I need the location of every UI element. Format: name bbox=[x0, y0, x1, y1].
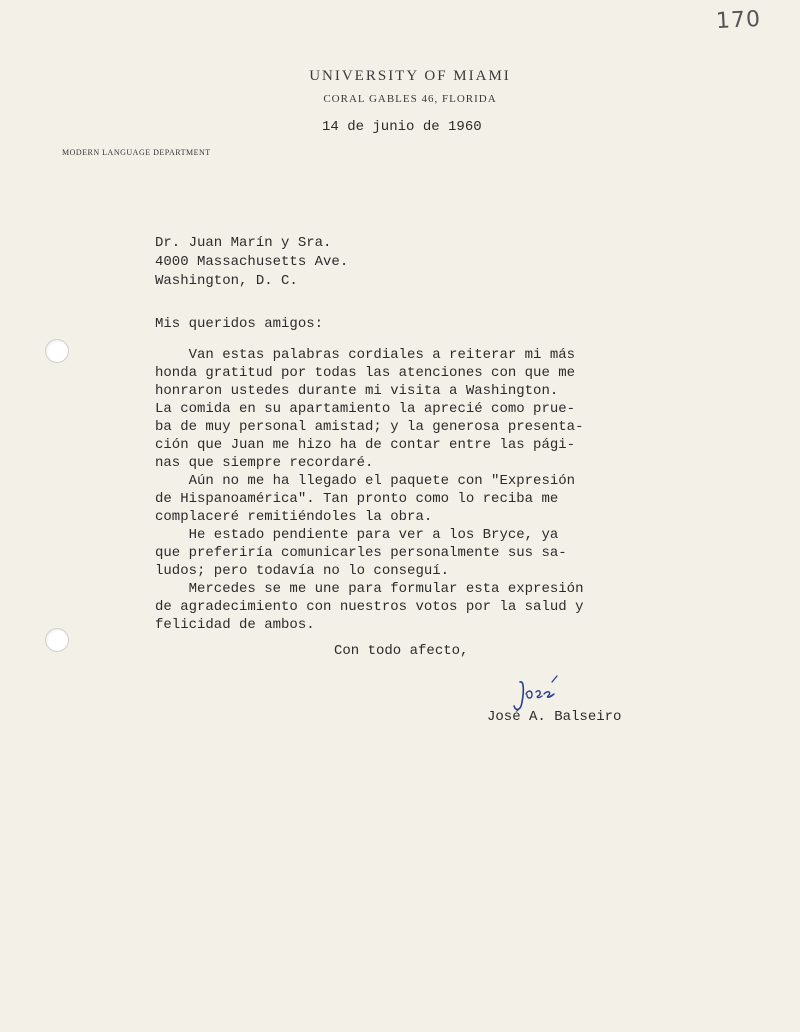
recipient-address bbox=[155, 234, 348, 291]
text-line: honda gratitud por todas las atenciones con que me bbox=[155, 365, 576, 381]
text-line: honraron ustedes durante mi visita a Washington. bbox=[155, 383, 559, 399]
text-line: Mercedes se me une para formular esta expresión bbox=[155, 581, 584, 597]
department-name: MODERN LANGUAGE DEPARTMENT bbox=[62, 148, 211, 157]
body-paragraph-4 bbox=[155, 580, 583, 634]
recipient-line: Dr. Juan Marín y Sra. bbox=[155, 235, 332, 251]
text-line: La comida en su apartamiento la aprecié como prue- bbox=[155, 401, 576, 417]
text-line: felicidad de ambos. bbox=[155, 617, 315, 633]
salutation: Mis queridos amigos: bbox=[155, 316, 324, 332]
text-line: ba de muy personal amistad; y la generosa presenta- bbox=[155, 419, 584, 435]
text-line: ción que Juan me hizo ha de contar entre las pági- bbox=[155, 437, 576, 453]
text-line: He estado pendiente para ver a los Bryce, ya bbox=[155, 527, 559, 543]
body-paragraph-2 bbox=[155, 472, 575, 526]
letterhead-institution: UNIVERSITY OF MIAMI bbox=[309, 68, 511, 84]
text-line: nas que siempre recordaré. bbox=[155, 455, 374, 471]
punch-hole-bottom bbox=[45, 628, 69, 652]
archive-number: 170 bbox=[715, 6, 762, 35]
body-paragraph-1 bbox=[155, 346, 583, 472]
closing-phrase: Con todo afecto, bbox=[334, 643, 469, 659]
text-line: ludos; pero todavía no lo conseguí. bbox=[155, 563, 450, 579]
signer-name: José A. Balseiro bbox=[487, 709, 622, 725]
recipient-line: 4000 Massachusetts Ave. bbox=[155, 254, 349, 270]
text-line: de Hispanoamérica". Tan pronto como lo reciba me bbox=[155, 491, 559, 507]
text-line: Van estas palabras cordiales a reiterar mi más bbox=[155, 347, 576, 363]
text-line: Aún no me ha llegado el paquete con "Expresión bbox=[155, 473, 576, 489]
text-line: que preferiría comunicarles personalmente sus sa- bbox=[155, 545, 567, 561]
letterhead-location: CORAL GABLES 46, FLORIDA bbox=[323, 93, 497, 105]
letter-date: 14 de junio de 1960 bbox=[322, 119, 482, 135]
text-line: de agradecimiento con nuestros votos por la salud y bbox=[155, 599, 584, 615]
body-paragraph-3 bbox=[155, 526, 567, 580]
punch-hole-top bbox=[45, 339, 69, 363]
text-line: complaceré remitiéndoles la obra. bbox=[155, 509, 433, 525]
recipient-line: Washington, D. C. bbox=[155, 273, 298, 289]
